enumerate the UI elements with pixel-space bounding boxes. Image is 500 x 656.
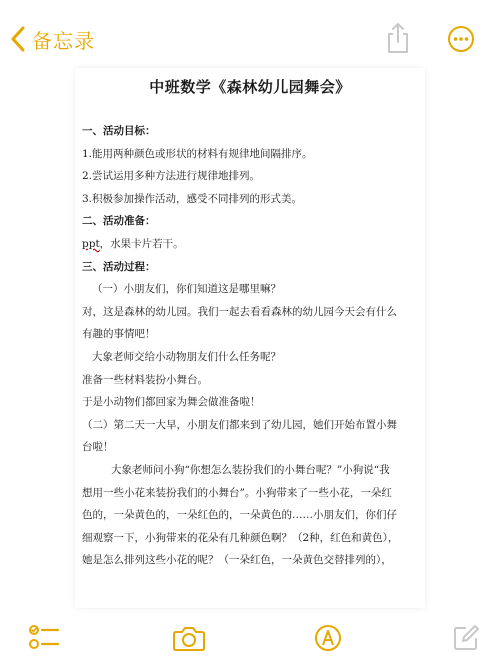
camera-button[interactable] bbox=[172, 624, 206, 652]
text-line: 大象老师问小狗“你想怎么装扮我们的小舞台呢？”小狗说“我 bbox=[111, 463, 390, 476]
text-line: 3.积极参加操作活动，感受不同排列的形式美。 bbox=[82, 192, 303, 205]
text-line bbox=[82, 233, 422, 256]
note-document bbox=[75, 68, 425, 608]
back-button[interactable] bbox=[10, 22, 95, 56]
more-icon bbox=[447, 38, 475, 57]
text-line: 她是怎么排列这些小花的呢？（一朵红色，一朵黄色交替排列的）， bbox=[82, 554, 392, 567]
checklist-button[interactable] bbox=[28, 624, 60, 652]
text-fragment: ，水果卡片若干。 bbox=[99, 237, 184, 250]
more-button[interactable] bbox=[447, 25, 475, 53]
compose-button[interactable] bbox=[452, 624, 480, 652]
text-line: （二）第二天一大早，小朋友们都来到了幼儿园，她们开始布置小舞 bbox=[82, 418, 397, 431]
compose-icon bbox=[452, 637, 480, 656]
section-heading: 一、活动目标： bbox=[82, 125, 156, 137]
text-line: 准备一些材料装扮小舞台。 bbox=[82, 373, 208, 386]
text-line: 想用一些小花来装扮我们的小舞台”。小狗带来了一些小花，一朵红 bbox=[82, 486, 392, 499]
document-body bbox=[82, 120, 422, 572]
camera-icon bbox=[172, 637, 206, 656]
ppt-word: ppt bbox=[82, 237, 100, 250]
markup-button[interactable] bbox=[314, 624, 342, 652]
share-button[interactable] bbox=[384, 22, 412, 54]
checklist-icon bbox=[28, 637, 60, 656]
text-line: 对，这是森林的幼儿园。我们一起去看看森林的幼儿园今天会有什么 bbox=[82, 305, 397, 318]
text-line: （一）小朋友们，你们知道这是哪里嘛？ bbox=[92, 283, 281, 296]
text-line: 色的，一朵黄色的，一朵红色的，一朵黄色的……小朋友们，你们仔 bbox=[82, 509, 397, 522]
text-line: 细观察一下，小狗带来的花朵有几种颜色啊？（2种，红色和黄色）， bbox=[82, 531, 399, 544]
section-heading: 二、活动准备： bbox=[82, 215, 156, 228]
back-label: 备忘录 bbox=[32, 28, 95, 53]
section-heading: 三、活动过程： bbox=[82, 260, 156, 273]
text-line: 2.尝试运用多种方法进行规律地排列。 bbox=[82, 170, 261, 183]
navigation-bar bbox=[0, 0, 500, 70]
text-line: 1.能用两种颜色或形状的材料有规律地间隔排序。 bbox=[82, 147, 313, 160]
text-line: 于是小动物们都回家为舞会做准备啦！ bbox=[82, 396, 261, 409]
chevron-left-icon bbox=[10, 26, 26, 52]
text-line: 有趣的事情吧！ bbox=[82, 328, 156, 341]
text-line: 大象老师交给小动物朋友们什么任务呢？ bbox=[92, 350, 281, 363]
markup-icon bbox=[314, 637, 342, 656]
text-line: 台啦！ bbox=[82, 441, 114, 454]
document-title: 中班数学《森林幼儿园舞会》 bbox=[149, 78, 351, 96]
bottom-toolbar bbox=[0, 614, 500, 656]
share-icon bbox=[384, 39, 412, 58]
